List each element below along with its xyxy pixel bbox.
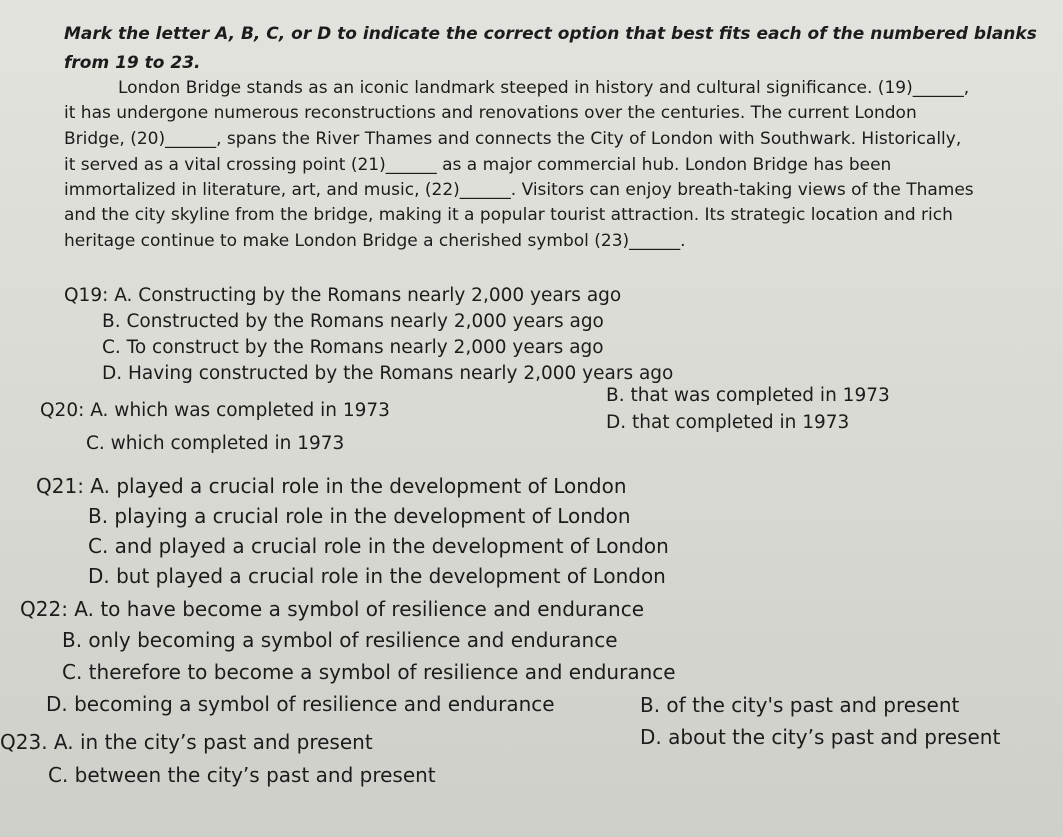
instruction-line-2: from 19 to 23.: [64, 53, 201, 73]
passage-line-2: it has undergone numerous reconstructions and renovations over the centuries. The current London: [64, 103, 917, 123]
q21-option-a: Q21: A. played a crucial role in the development of London: [36, 474, 627, 498]
passage-line-6: and the city skyline from the bridge, making it a popular tourist attraction. Its strategic location and rich: [64, 205, 953, 225]
q22-option-d: D. becoming a symbol of resilience and endurance: [46, 692, 555, 716]
q21-option-c: C. and played a crucial role in the development of London: [88, 534, 669, 558]
q23-option-d: D. about the city’s past and present: [640, 725, 1001, 749]
q23-option-b: B. of the city's past and present: [640, 693, 960, 717]
q19-option-a: Q19: A. Constructing by the Romans nearly 2,000 years ago: [64, 285, 622, 306]
q22-option-c: C. therefore to become a symbol of resilience and endurance: [62, 660, 676, 684]
q19-option-d: D. Having constructed by the Romans nearly 2,000 years ago: [102, 363, 674, 384]
q20-option-d: D. that completed in 1973: [606, 412, 850, 433]
q20-option-a: Q20: A. which was completed in 1973: [40, 400, 390, 421]
passage-line-3: Bridge, (20)______, spans the River Thames and connects the City of London with Southwark. Historically,: [64, 129, 962, 149]
q20-option-c: C. which completed in 1973: [86, 433, 345, 454]
q21-option-b: B. playing a crucial role in the development of London: [88, 504, 631, 528]
q22-option-a: Q22: A. to have become a symbol of resilience and endurance: [20, 597, 645, 621]
q22-option-b: B. only becoming a symbol of resilience and endurance: [62, 628, 618, 652]
q23-option-a: Q23. A. in the city’s past and present: [0, 730, 373, 754]
passage-line-4: it served as a vital crossing point (21)______ as a major commercial hub. London Bridge has been: [64, 155, 892, 175]
q21-option-d: D. but played a crucial role in the development of London: [88, 564, 666, 588]
instruction-line-1: Mark the letter A, B, C, or D to indicate the correct option that best fits each of the numbered blanks: [64, 24, 1037, 44]
q23-option-c: C. between the city’s past and present: [48, 763, 436, 787]
q19-option-b: B. Constructed by the Romans nearly 2,000 years ago: [102, 311, 604, 332]
passage-line-1: London Bridge stands as an iconic landmark steeped in history and cultural significance. (19)______,: [118, 78, 970, 98]
passage-line-5: immortalized in literature, art, and music, (22)______. Visitors can enjoy breath-taking views of the Thames: [64, 180, 974, 200]
q20-option-b: B. that was completed in 1973: [606, 385, 890, 406]
passage-line-7: heritage continue to make London Bridge a cherished symbol (23)______.: [64, 231, 686, 251]
q19-option-c: C. To construct by the Romans nearly 2,000 years ago: [102, 337, 604, 358]
